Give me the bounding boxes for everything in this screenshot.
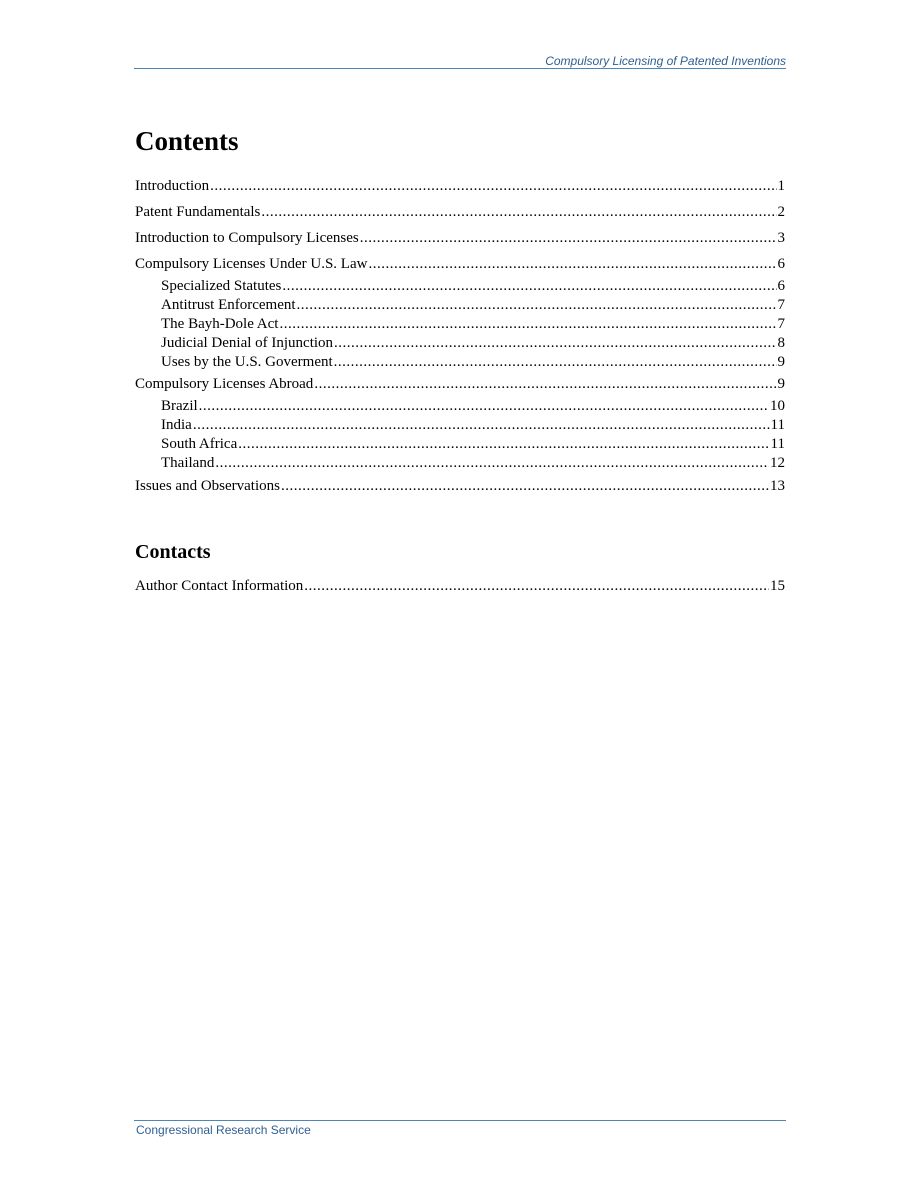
toc-entry-compulsory-licenses-abroad[interactable] (135, 375, 785, 394)
toc-page-number: 9 (777, 354, 785, 370)
toc-page-number: 6 (777, 256, 785, 272)
toc-page-number: 8 (777, 335, 785, 351)
toc-page-number: 15 (770, 578, 785, 594)
toc-entry-title: Patent Fundamentals (135, 204, 261, 220)
toc-dot-leader (279, 315, 776, 334)
toc-page-number: 9 (777, 376, 785, 392)
toc-entry-antitrust-enforcement[interactable] (135, 296, 785, 315)
toc-page-number: 6 (777, 278, 785, 294)
toc-dot-leader (334, 353, 777, 372)
toc-entry-title: The Bayh-Dole Act (161, 316, 279, 332)
toc-dot-leader (261, 203, 776, 222)
toc-entry-title: Introduction to Compulsory Licenses (135, 230, 359, 246)
toc-dot-leader (304, 577, 769, 596)
footer-organization: Congressional Research Service (136, 1123, 311, 1137)
toc-page-number: 11 (770, 417, 785, 433)
toc-page-number: 13 (770, 478, 785, 494)
toc-entry-title: Thailand (161, 455, 215, 471)
toc-page-number: 1 (777, 178, 785, 194)
toc-entry-issues-and-observations[interactable] (135, 477, 785, 496)
toc-entry-uses-by-us-government[interactable] (135, 353, 785, 372)
toc-entry-india[interactable] (135, 416, 785, 435)
toc-entry-title: India (161, 417, 192, 433)
toc-page-number: 7 (777, 297, 785, 313)
toc-entry-title: Antitrust Enforcement (161, 297, 296, 313)
toc-dot-leader (193, 416, 770, 435)
contents-heading: Contents (135, 126, 239, 156)
toc-entry-bayh-dole-act[interactable] (135, 315, 785, 334)
toc-entry-title: Issues and Observations (135, 478, 280, 494)
toc-dot-leader (314, 375, 776, 394)
toc-entry-title: Judicial Denial of Injunction (161, 335, 334, 351)
toc-entry-thailand[interactable] (135, 454, 785, 473)
toc-entry-patent-fundamentals[interactable] (135, 203, 785, 222)
toc-entry-title: Compulsory Licenses Abroad (135, 376, 314, 392)
toc-dot-leader (334, 334, 776, 353)
toc-dot-leader (215, 454, 769, 473)
toc-entry-specialized-statutes[interactable] (135, 277, 785, 296)
toc-entry-author-contact-information[interactable] (135, 577, 785, 596)
toc-page-number: 3 (777, 230, 785, 246)
toc-entry-introduction-to-compulsory-licenses[interactable] (135, 229, 785, 248)
toc-dot-leader (360, 229, 777, 248)
toc-entry-title: Brazil (161, 398, 198, 414)
toc-entry-judicial-denial-of-injunction[interactable] (135, 334, 785, 353)
toc-entry-title: Specialized Statutes (161, 278, 282, 294)
toc-page-number: 7 (777, 316, 785, 332)
toc-entry-south-africa[interactable] (135, 435, 785, 454)
toc-dot-leader (210, 177, 776, 196)
toc-dot-leader (281, 477, 769, 496)
toc-page-number: 2 (777, 204, 785, 220)
toc-entry-brazil[interactable] (135, 397, 785, 416)
toc-entry-compulsory-licenses-under-us-law[interactable] (135, 255, 785, 274)
footer-rule (134, 1120, 786, 1121)
toc-entry-title: Introduction (135, 178, 210, 194)
toc-entry-introduction[interactable] (135, 177, 785, 196)
toc-dot-leader (282, 277, 776, 296)
toc-page-number: 10 (770, 398, 785, 414)
contacts-heading: Contacts (135, 541, 211, 563)
running-header-title: Compulsory Licensing of Patented Inventions (545, 54, 786, 68)
toc-dot-leader (199, 397, 769, 416)
toc-page-number: 12 (770, 455, 785, 471)
toc-entry-title: Compulsory Licenses Under U.S. Law (135, 256, 368, 272)
toc-entry-title: Uses by the U.S. Goverment (161, 354, 333, 370)
toc-dot-leader (368, 255, 776, 274)
toc-page-number: 11 (770, 436, 785, 452)
toc-entry-title: Author Contact Information (135, 578, 304, 594)
toc-dot-leader (238, 435, 769, 454)
header-rule (134, 68, 786, 69)
toc-dot-leader (297, 296, 777, 315)
toc-entry-title: South Africa (161, 436, 238, 452)
